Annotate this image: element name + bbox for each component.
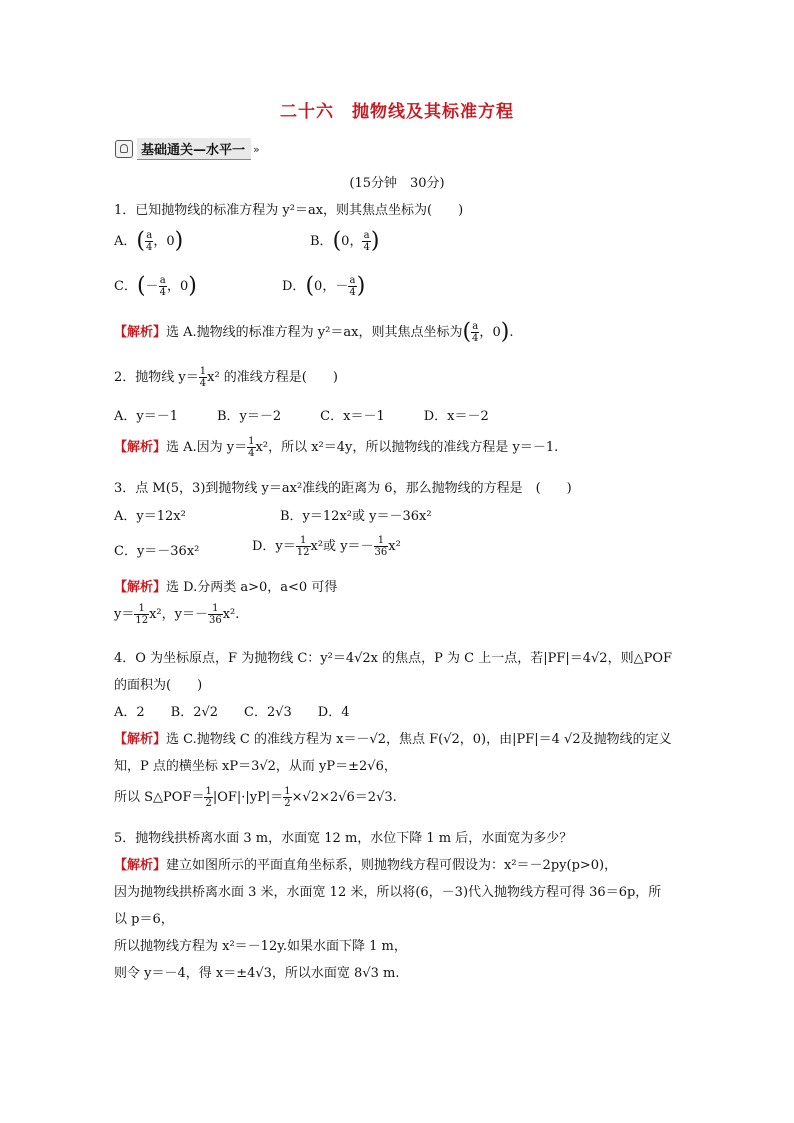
- q4-stem-line2: 的面积为( ): [114, 678, 203, 693]
- q3-analysis-result: y＝ $\frac{1}{12}$ x²，y＝－ $\frac{1}{36}$ x².: [114, 603, 240, 626]
- q4-stem-line1: 4．O 为坐标原点，F 为抛物线 C：y²＝4√2x 的焦点，P 为 C 上一点，若|PF|＝4√2，则△POF: [114, 651, 673, 666]
- q5-analysis-line5: 则令 y＝－4，得 x＝±4√3，所以水面宽 8√3 m.: [114, 966, 400, 981]
- q5-stem: 5．抛物线拱桥离水面 3 m，水面宽 12 m，水位下降 1 m 后，水面宽为多少？: [114, 831, 573, 846]
- q3-option-d: D．y＝ $\frac{1}{12}$ x²或 y＝－ $\frac{1}{36}$ x²: [252, 535, 401, 558]
- q2-analysis: 【解析】选 A.因为 y＝ $\frac{1}{4}$ x²，所以 x²＝4y，所以抛物线的准线方程是 y＝－1.: [114, 436, 559, 459]
- q5-analysis-line2: 因为抛物线拱桥离水面 3 米，水面宽 12 米，所以将(6，－3)代入抛物线方程可得 36＝6p，所: [114, 885, 662, 900]
- timing-note: (15分钟 30分): [349, 176, 445, 191]
- q3-stem: 3．点 M(5，3)到抛物线 y＝ax²准线的距离为 6，那么抛物线的方程是 ( ): [114, 481, 572, 496]
- section-header: [115, 139, 260, 159]
- double-chevron-icon: »: [253, 142, 260, 156]
- q5-analysis-line4: 所以抛物线方程为 x²＝－12y.如果水面下降 1 m，: [114, 939, 407, 954]
- q1-option-d: D．(0，－ $\frac{a}{4}$ ): [282, 273, 366, 299]
- lightbulb-icon: [115, 140, 133, 158]
- q1-analysis: 【解析】选 A.抛物线的标准方程为 y²＝ax，则其焦点坐标为( $\frac{a}{4}$ ，0).: [114, 319, 514, 345]
- q1-stem: 1．已知抛物线的标准方程为 y²＝ax，则其焦点坐标为( ): [114, 203, 464, 218]
- q3-option-b: B．y＝12x²或 y＝－36x²: [280, 509, 432, 524]
- q2-stem: 2．抛物线 y＝ $\frac{1}{4}$ x² 的准线方程是( ): [114, 366, 338, 389]
- q4-analysis-line2: 知，P 点的横坐标 xP＝3√2，从而 yP＝±2√6，: [114, 759, 397, 774]
- section-label: 基础通关—水平一: [137, 138, 251, 160]
- q3-option-a: A．y＝12x²: [114, 509, 186, 524]
- q1-option-a: A．( $\frac{a}{4}$ ，0): [114, 228, 184, 254]
- q1-option-b: B．(0， $\frac{a}{4}$ ): [310, 228, 380, 254]
- q2-options: A．y＝－1 B．y＝－2 C．x＝－1 D．x＝－2: [114, 409, 489, 424]
- q1-option-c: C．(－ $\frac{a}{4}$ ，0): [114, 273, 197, 299]
- q4-options: A．2 B．2√2 C．2√3 D．4: [114, 705, 350, 720]
- q4-analysis-line3: 所以 S△POF＝ $\frac{1}{2}$ |OF|·|yP|＝ $\frac{1}{2}$ ×√2×2√6＝2√3.: [114, 786, 397, 809]
- q3-option-c: C．y＝－36x²: [114, 544, 200, 559]
- page-title: 二十六 抛物线及其标准方程: [280, 102, 514, 122]
- q4-analysis-line1: 【解析】选 C.抛物线 C 的准线方程为 x＝－√2，焦点 F(√2，0)，由|PF|＝4 √2及抛物线的定义: [114, 732, 672, 747]
- q5-analysis-line3: 以 p＝6，: [114, 912, 174, 927]
- q5-analysis-line1: 【解析】建立如图所示的平面直角坐标系，则抛物线方程可假设为：x²＝－2py(p>0)，: [114, 858, 618, 873]
- q3-analysis: 【解析】选 D.分两类 a>0，a<0 可得: [114, 580, 338, 595]
